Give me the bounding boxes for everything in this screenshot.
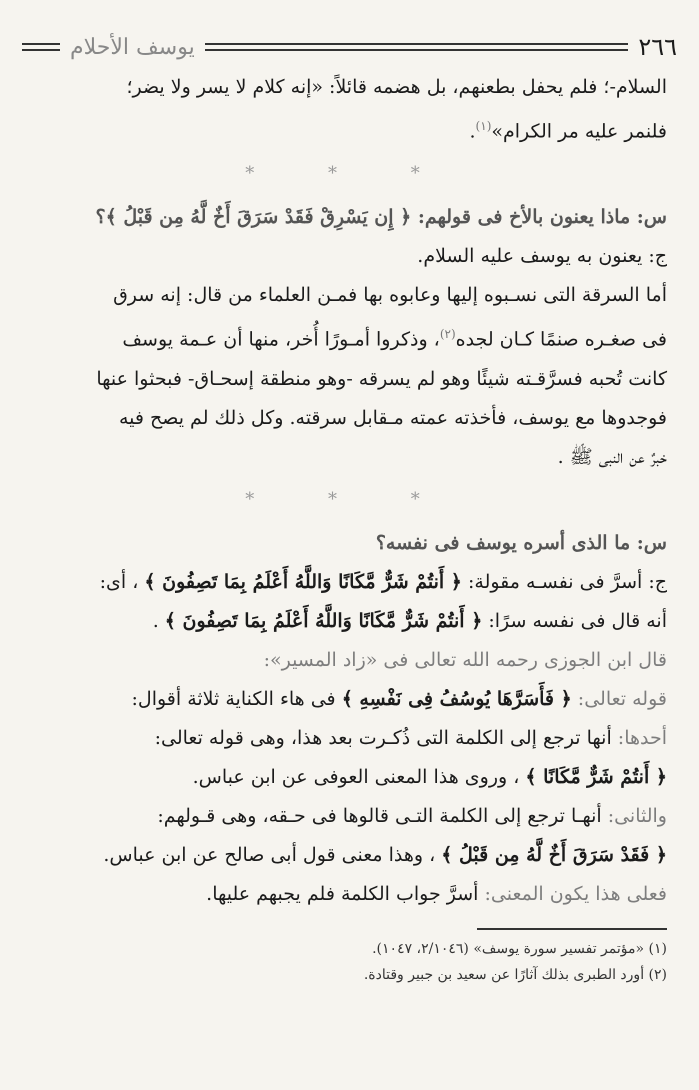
quran-verse: ﴿ فَقَدْ سَرَقَ أَخٌ لَّهُ مِن قَبْلُ ﴾ (441, 843, 667, 866)
page-number: ٢٦٦ (638, 33, 677, 61)
saying-one-line-1 (32, 719, 667, 758)
header-rule-short (22, 43, 60, 51)
paragraph-2-line-2 (32, 315, 667, 359)
text: قوله تعالى: (571, 687, 667, 710)
label: أحدها: (611, 726, 667, 749)
footnote-ref-1[interactable]: (١) (475, 119, 492, 133)
text: أسرَّ جواب الكلمة فلم يجبهم عليها. (206, 882, 479, 905)
book-page (22, 26, 677, 1072)
question-1: س: ماذا يعنون بالأخ فى قولهم: ﴿ إِن يَسْرِقْ فَقَدْ سَرَقَ أَخٌ لَّهُ مِن قَبْلُ ﴾؟ (95, 206, 667, 229)
footnote-ref-2[interactable]: (٢) (439, 327, 456, 342)
text: أنهـا ترجع إلى الكلمة التـى قالوها فى حـقه، وهى قـولهم: (157, 804, 602, 827)
text: فى هاء الكناية ثلاثة أقوال: (131, 687, 342, 710)
text: ، أى: (99, 570, 145, 593)
answer-2-line-1 (32, 563, 667, 602)
footnote-2: (٢) أورد الطبرى بذلك آثارًا عن سعيد بن جبير وقتادة. (363, 966, 667, 983)
paragraph-1-line-1 (32, 68, 667, 107)
saying-two-line-1 (32, 797, 667, 836)
text: ، وهذا معنى قول أبى صالح عن ابن عباس. (103, 843, 442, 866)
answer-1: ج: يعنون به يوسف عليه السلام. (417, 245, 667, 268)
paragraph-2-line-3: كانت تُحبه فسرَّقـته شيئًا وهو لم يسرقه -وهو منطقة إسحـاق- فبحثوا عنها (96, 367, 667, 390)
quran-verse: ﴿ أَنتُمْ شَرٌّ مَّكَانًا ﴾ (525, 765, 667, 788)
section-divider: * * * (245, 488, 454, 510)
text: فلنمر عليه مر الكرام» (491, 120, 667, 143)
paragraph-1-line-2 (32, 107, 667, 151)
label: فعلى هذا يكون المعنى: (478, 882, 667, 905)
paragraph-2-line-5: خبرٌ عن النبى ﷺ . (557, 445, 667, 468)
answer-2-line-2 (32, 602, 667, 641)
text: السلام-؛ فلم يحفل بطعنهم، بل هضمه قائلاً: «إنه كلام لا يسر ولا يضر؛ (126, 76, 667, 98)
section-divider: * * * (245, 163, 454, 185)
text: ، وذكروا أمـورًا أُخر، منها أن عـمة يوسف (122, 328, 440, 351)
saying-one-line-2 (32, 758, 667, 797)
text: فى صغـره صنمًا كـان لجده (455, 328, 667, 351)
header-rule (205, 43, 629, 51)
text: ج: أسرَّ فى نفسـه مقولة: (461, 570, 667, 593)
quote-line-2 (32, 680, 667, 719)
saying-two-line-2 (32, 836, 667, 875)
text: أنها ترجع إلى الكلمة التى ذُكـرت بعد هذا، وهى قوله تعالى: (154, 726, 612, 749)
footnote-divider (477, 928, 667, 930)
quote-intro: قال ابن الجوزى رحمه الله تعالى فى «زاد المسير»: (263, 648, 667, 671)
page-header (22, 26, 677, 68)
text: . (152, 609, 165, 632)
label: والثانى: (601, 804, 667, 827)
text: أنه قال فى نفسه سرًا: (482, 609, 667, 632)
saying-three (32, 875, 667, 914)
paragraph-2-line-1: أما السرقة التى نسـبوه إليها وعابوه بها فمـن العلماء من قال: إنه سرق (113, 284, 667, 307)
quran-verse: ﴿ أَنتُمْ شَرٌّ مَّكَانًا وَاللَّهُ أَعْلَمُ بِمَا تَصِفُونَ ﴾ (144, 570, 462, 593)
book-title: يوسف الأحلام (70, 34, 195, 60)
page-content (22, 68, 677, 988)
text: . (469, 120, 476, 143)
quran-verse: ﴿ أَنتُمْ شَرٌّ مَّكَانًا وَاللَّهُ أَعْلَمُ بِمَا تَصِفُونَ ﴾ (164, 609, 483, 632)
text: ، وروى هذا المعنى العوفى عن ابن عباس. (192, 765, 526, 788)
question-2: س: ما الذى أسره يوسف فى نفسه؟ (375, 531, 667, 554)
paragraph-2-line-4: فوجدوها مع يوسف، فأخذته عمته مـقابل سرقته. وكل ذلك لم يصح فيه (118, 406, 667, 429)
quran-verse: ﴿ فَأَسَرَّهَا يُوسُفُ فِى نَفْسِهِ ﴾ (341, 687, 572, 710)
footnote-1: (١) «مؤتمر تفسير سورة يوسف» (٢/١٠٤٦، ١٠٤٧). (372, 940, 667, 957)
